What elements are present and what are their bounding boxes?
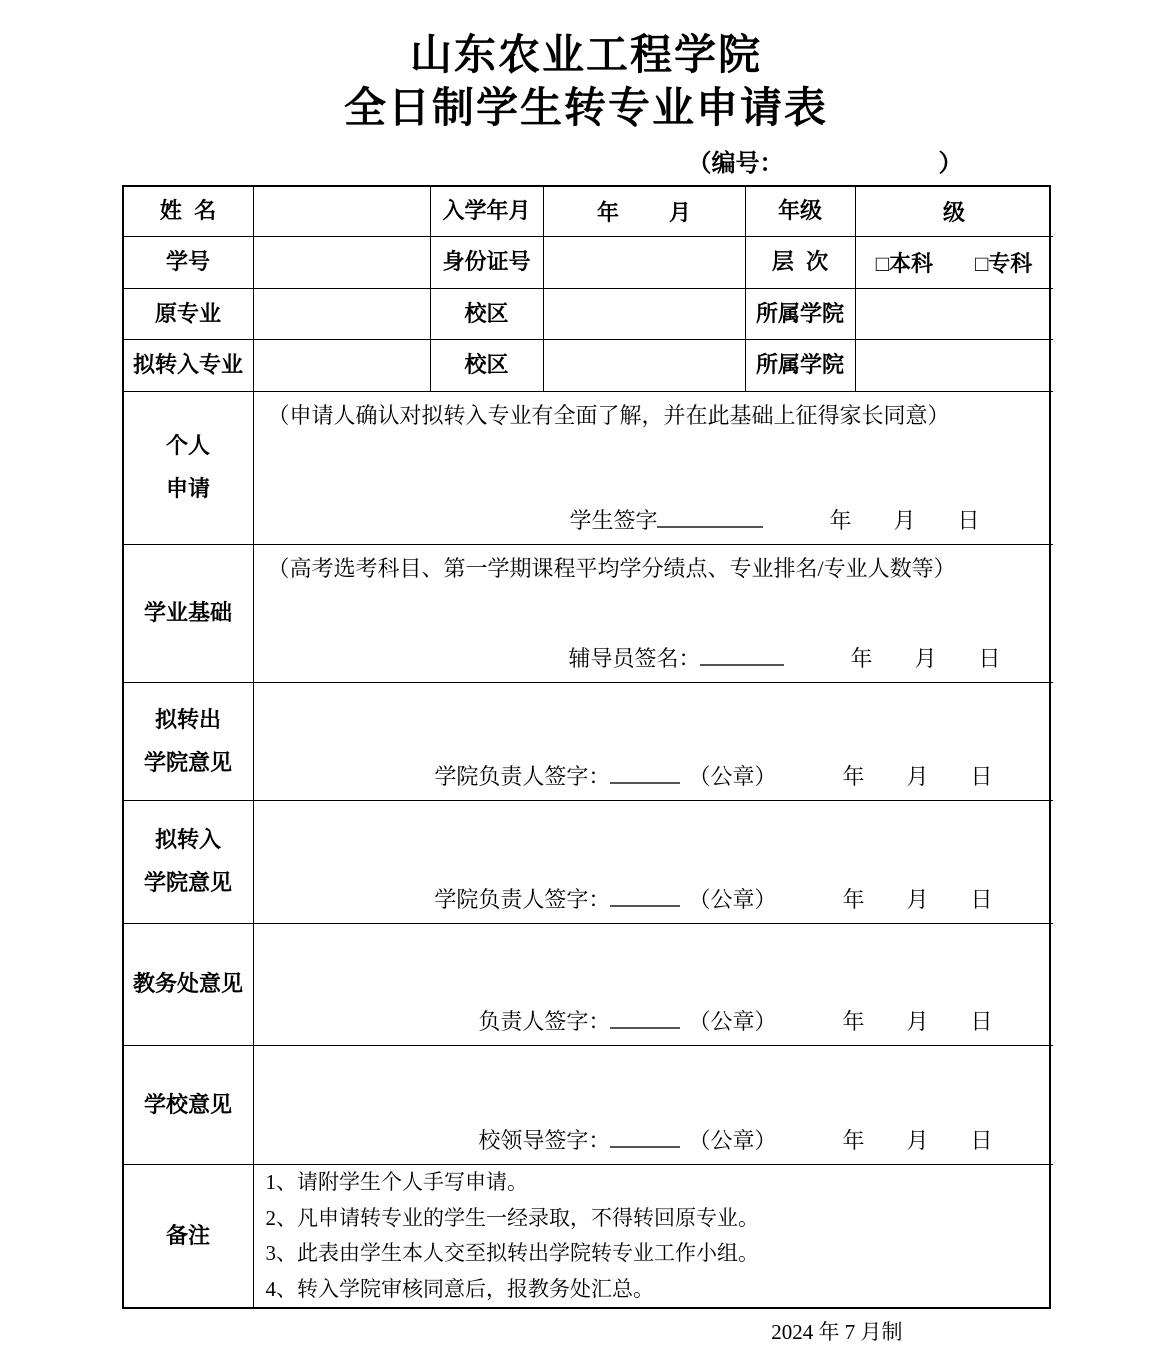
official-seal-label: （公章） (688, 1009, 777, 1034)
counselor-signature-line (254, 642, 1053, 682)
form-header (0, 0, 1172, 134)
grade-label: 年级 (746, 187, 856, 237)
year-label: 年 (842, 1009, 865, 1034)
counselor-signature-blank[interactable] (700, 643, 784, 666)
checkbox-junior-college[interactable]: □专科 (975, 251, 1033, 276)
office-head-signature-label: 负责人签字： (478, 1009, 611, 1034)
enrollment-date-cell[interactable] (544, 187, 746, 237)
transfer-in-section-label: 拟转入 学院意见 (124, 801, 254, 924)
transfer-out-opinion-section[interactable] (254, 683, 1053, 801)
academic-record-note: （高考选考科目、第一学期课程平均学分绩点、专业排名/专业人数等） (267, 556, 956, 581)
level-options-cell (856, 237, 1053, 289)
level-label: 层 次 (746, 237, 856, 289)
school-signature-line (254, 1124, 1053, 1164)
form-title: 全日制学生转专业申请表 (343, 84, 828, 131)
name-field-cell[interactable] (254, 187, 431, 237)
remarks-section (254, 1165, 1053, 1307)
year-label: 年 (850, 646, 873, 671)
grade-unit-label: 级 (942, 200, 965, 225)
remarks-section-label: 备注 (124, 1165, 254, 1307)
year-label: 年 (842, 1128, 865, 1153)
transfer-out-section-label: 拟转出 学院意见 (124, 683, 254, 801)
college-label-original: 所属学院 (746, 289, 856, 340)
official-seal-label: （公章） (688, 887, 777, 912)
name-label: 姓 名 (124, 187, 254, 237)
transfer-out-signature-line (254, 760, 1053, 800)
day-label: 日 (970, 887, 993, 912)
id-card-cell[interactable] (544, 237, 746, 289)
month-label: 月 (906, 1128, 929, 1153)
academic-affairs-opinion-section[interactable] (254, 924, 1053, 1046)
student-id-cell[interactable] (254, 237, 431, 289)
official-seal-label: （公章） (688, 1128, 777, 1153)
academic-affairs-signature-line (254, 1005, 1053, 1045)
year-label: 年 (842, 764, 865, 789)
school-opinion-section[interactable] (254, 1046, 1053, 1165)
student-id-label: 学号 (124, 237, 254, 289)
remarks-item-4: 4、转入学院审核同意后，报教务处汇总。 (265, 1276, 654, 1301)
day-label: 日 (978, 646, 1001, 671)
campus-label-original: 校区 (431, 289, 544, 340)
serial-number-row (122, 143, 1051, 178)
personal-section-label: 个人 申请 (124, 392, 254, 545)
college-cell-target[interactable] (856, 340, 1053, 392)
serial-suffix: ） (938, 150, 963, 177)
school-leader-signature-blank[interactable] (610, 1125, 680, 1148)
year-label: 年 (842, 887, 865, 912)
id-card-label: 身份证号 (431, 237, 544, 289)
day-label: 日 (970, 764, 993, 789)
remarks-item-3: 3、此表由学生本人交至拟转出学院转专业工作小组。 (265, 1241, 759, 1265)
college-head-signature-label: 学院负责人签字： (434, 764, 611, 789)
academic-section-label: 学业基础 (124, 545, 254, 683)
remarks-item-2: 2、凡申请转专业的学生一经录取，不得转回原专业。 (265, 1205, 759, 1230)
academic-affairs-section-label: 教务处意见 (124, 924, 254, 1046)
college-head-signature-label: 学院负责人签字： (434, 887, 611, 912)
month-label: 月 (893, 508, 916, 533)
college-label-target: 所属学院 (746, 340, 856, 392)
academic-record-section[interactable] (254, 545, 1053, 683)
month-unit-label: 月 (669, 200, 692, 225)
year-label: 年 (829, 508, 852, 533)
personal-statement-section[interactable] (254, 392, 1053, 545)
transfer-in-signature-line (254, 883, 1053, 923)
college-head-signature-blank[interactable] (610, 884, 680, 907)
enrollment-date-label: 入学年月 (431, 187, 544, 237)
month-label: 月 (914, 646, 937, 671)
official-seal-label: （公章） (688, 764, 777, 789)
campus-label-target: 校区 (431, 340, 544, 392)
day-label: 日 (970, 1128, 993, 1153)
counselor-signature-label: 辅导员签名： (568, 646, 701, 671)
transfer-in-opinion-section[interactable] (254, 801, 1053, 924)
campus-cell-target[interactable] (544, 340, 746, 392)
application-form-table (122, 185, 1051, 1309)
target-major-label: 拟转入专业 (124, 340, 254, 392)
target-major-cell[interactable] (254, 340, 431, 392)
month-label: 月 (906, 1009, 929, 1034)
serial-prefix: （编号： (687, 150, 784, 177)
remarks-item-1: 1、请附学生个人手写申请。 (265, 1170, 528, 1194)
day-label: 日 (970, 1009, 993, 1034)
personal-statement-note: （申请人确认对拟转入专业有全面了解，并在此基础上征得家长同意） (267, 403, 950, 428)
month-label: 月 (906, 887, 929, 912)
checkbox-undergraduate[interactable]: □本科 (875, 251, 933, 276)
college-head-signature-blank[interactable] (610, 761, 680, 784)
office-head-signature-blank[interactable] (610, 1006, 680, 1029)
student-signature-line (254, 504, 1053, 544)
grade-field-cell[interactable] (856, 187, 1053, 237)
college-cell-original[interactable] (856, 289, 1053, 340)
month-label: 月 (906, 764, 929, 789)
student-signature-blank[interactable] (657, 505, 763, 528)
year-unit-label: 年 (596, 200, 619, 225)
day-label: 日 (957, 508, 980, 533)
original-major-label: 原专业 (124, 289, 254, 340)
school-opinion-section-label: 学校意见 (124, 1046, 254, 1165)
school-leader-signature-label: 校领导签字： (478, 1128, 611, 1153)
student-signature-label: 学生签字 (569, 508, 658, 533)
school-name: 山东农业工程学院 (409, 31, 762, 78)
form-footer-date: 2024 年 7 月制 (771, 1320, 903, 1344)
original-major-cell[interactable] (254, 289, 431, 340)
campus-cell-original[interactable] (544, 289, 746, 340)
